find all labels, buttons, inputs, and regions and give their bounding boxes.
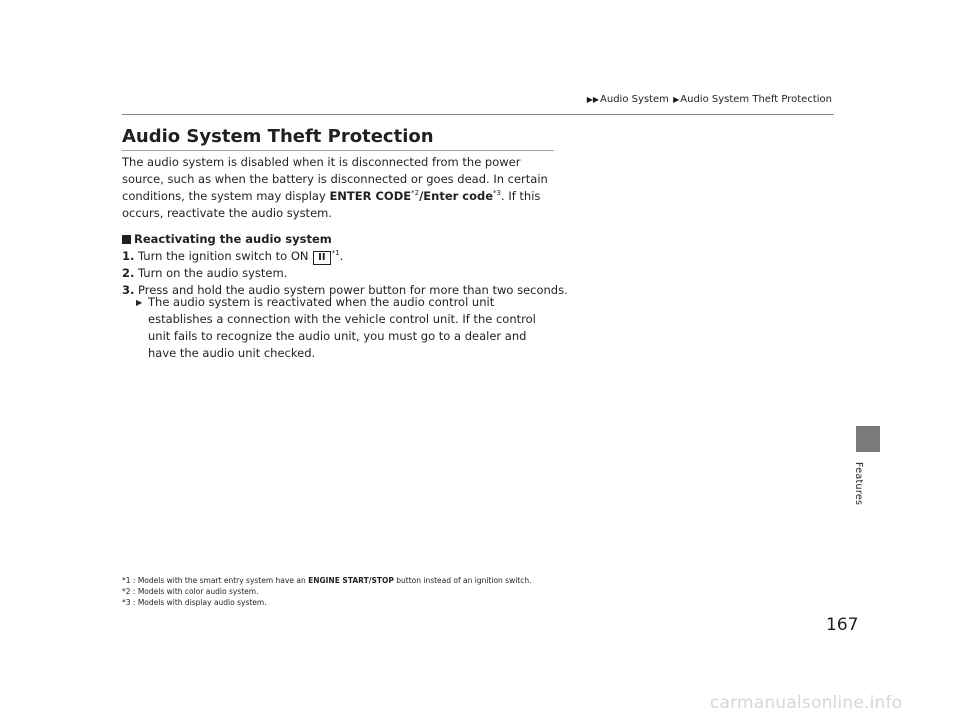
footnote-ref: *1 (331, 249, 340, 258)
footnote-text: Models with color audio system. (137, 587, 259, 596)
header-divider (122, 114, 834, 115)
footnote-2 (122, 586, 602, 597)
section-heading-text: Reactivating the audio system (134, 232, 332, 246)
page-number: 167 (826, 615, 859, 635)
footnotes (122, 575, 602, 608)
step-number: 1. (122, 249, 135, 263)
footnote-ref: *3 (493, 189, 502, 198)
breadcrumb (560, 94, 832, 105)
list-item (122, 248, 562, 265)
breadcrumb-arrow-icon: ▶▶ (586, 95, 600, 104)
step-list (122, 248, 568, 299)
step-number: 3. (122, 283, 135, 297)
enter-code-caps: ENTER CODE (329, 189, 412, 203)
chapter-tab[interactable] (856, 426, 880, 452)
square-bullet-icon (122, 235, 131, 244)
title-divider (122, 150, 554, 151)
section-heading (122, 232, 332, 246)
step-text: Press and hold the audio system power button for more than two seconds. (138, 283, 568, 297)
list-item (122, 265, 562, 282)
breadcrumb-item-audio-system[interactable]: Audio System (600, 94, 669, 105)
step-number: 2. (122, 266, 135, 280)
step-result (136, 294, 556, 362)
footnote-text: button instead of an ignition switch. (393, 576, 532, 585)
chapter-tab-label: Features (853, 462, 864, 506)
intro-text: The audio system is disabled when it is disconnected from the power source, such as when the battery is disconnected or goes dead. In certain conditions, the system may display (122, 155, 548, 203)
result-text: The audio system is reactivated when the audio control unit establishes a connection with the vehicle control unit. If the control unit fails to recognize the audio unit, you must go to a dealer and have the audio unit checked. (148, 295, 536, 360)
result-arrow-icon: ▶ (136, 298, 143, 307)
step-text-end: . (339, 249, 344, 263)
intro-text-end: . If this occurs, reactivate the audio system. (122, 189, 541, 220)
slash: / (419, 189, 424, 203)
footnote-mark: *3 : (122, 598, 138, 607)
watermark: carmanualsonline.info (710, 693, 903, 713)
footnote-text: Models with the smart entry system have an (137, 576, 309, 585)
footnote-text: Models with display audio system. (137, 598, 267, 607)
footnote-3 (122, 597, 602, 608)
footnote-ref: *2 (411, 189, 420, 198)
breadcrumb-arrow-icon: ▶ (673, 95, 680, 104)
step-text: Turn the ignition switch to ON (138, 249, 313, 263)
step-text: Turn on the audio system. (138, 266, 288, 280)
footnote-mark: *1 : (122, 576, 138, 585)
footnote-1 (122, 575, 602, 586)
footnote-mark: *2 : (122, 587, 138, 596)
footnote-bold-text: ENGINE START/STOP (308, 576, 394, 585)
ignition-position-box: II (313, 251, 330, 265)
intro-paragraph (122, 154, 558, 222)
breadcrumb-item-theft-protection[interactable]: Audio System Theft Protection (680, 94, 832, 105)
enter-code-mixed: Enter code (423, 189, 494, 203)
page-title: Audio System Theft Protection (122, 126, 434, 147)
